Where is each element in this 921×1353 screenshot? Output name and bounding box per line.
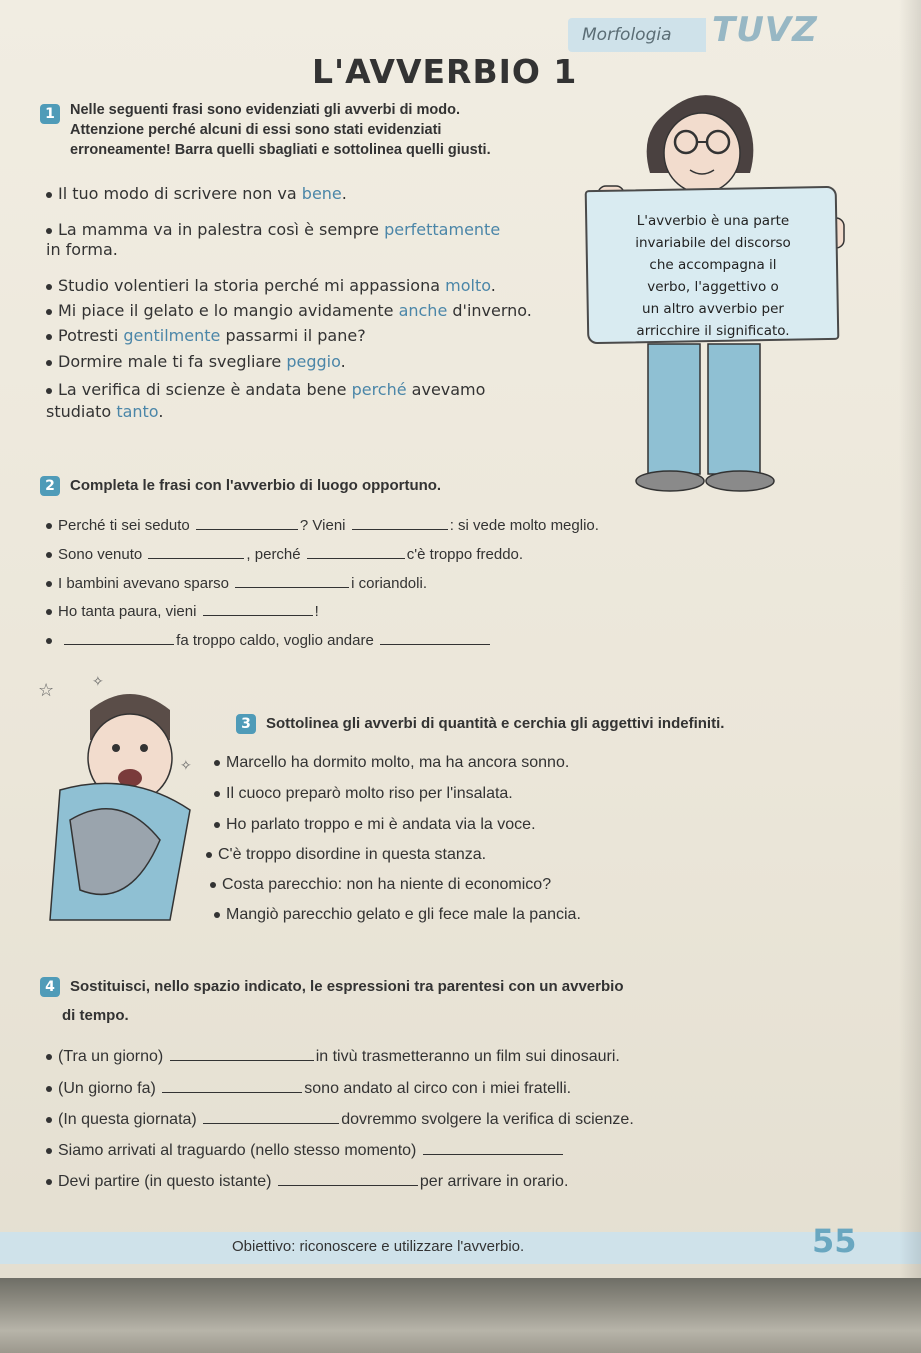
exercise-3-sentence: Il cuoco preparò molto riso per l'insalata. [214,785,513,803]
bullet [46,609,52,615]
section-tag: Morfologia [568,18,706,52]
highlighted-word[interactable]: perfettamente [384,220,501,239]
bullet [46,1086,52,1092]
answer-blank[interactable] [64,631,174,645]
bullet [46,334,52,340]
table-surface [0,1278,921,1353]
exercise-3-sentence: Marcello ha dormito molto, ma ha ancora sonno. [214,754,569,772]
exercise-4-instruction-cont: di tempo. [62,1007,129,1024]
exercise-2-sentence: I bambini avevano sparso i coriandoli. [46,574,427,592]
right-shoe [706,471,774,491]
left-leg [648,344,700,474]
answer-blank[interactable] [203,1110,339,1124]
answer-blank[interactable] [423,1141,563,1155]
exercise-2-sentence: Perché ti sei seduto ? Vieni : si vede molto meglio. [46,516,599,534]
highlighted-word[interactable]: tanto [116,402,159,421]
left-shoe [636,471,704,491]
answer-blank[interactable] [278,1172,418,1186]
exercise-2-sentence: Sono venuto , perché c'è troppo freddo. [46,545,523,563]
answer-blank[interactable] [170,1047,314,1061]
bullet [214,791,220,797]
bullet [46,638,52,644]
answer-blank[interactable] [352,516,448,530]
exercise-3-sentence: Costa parecchio: non ha niente di economico? [210,876,551,894]
exercise-number-badge: 1 [40,104,60,124]
exercise-4-sentence: (Tra un giorno) in tivù trasmetteranno un film sui dinosauri. [46,1047,620,1066]
instruction-line: Nelle seguenti frasi sono evidenziati gli avverbi di modo. [70,102,460,118]
highlighted-word[interactable]: gentilmente [123,326,221,345]
exercise-4-sentence: (In questa giornata) dovremmo svolgere la verifica di scienze. [46,1110,634,1129]
exercise-number-badge: 3 [236,714,256,734]
bullet [214,822,220,828]
learning-objective: Obiettivo: riconoscere e utilizzare l'avverbio. [232,1238,525,1255]
bullet [46,360,52,366]
bullet [46,1148,52,1154]
bullet [46,581,52,587]
instruction-line: erroneamente! Barra quelli sbagliati e sottolinea quelli giusti. [70,142,491,158]
highlighted-word[interactable]: perché [351,380,407,399]
answer-blank[interactable] [307,545,405,559]
bullet [46,192,52,198]
instruction-line: Attenzione perché alcuni di essi sono stati evidenziati [70,122,442,138]
answer-blank[interactable] [203,602,313,616]
bullet [214,912,220,918]
exercise-4-instruction: 4 Sostituisci, nello spazio indicato, le espressioni tra parentesi con un avverbio [40,977,623,997]
book-spine-shadow [899,0,921,1278]
highlighted-word[interactable]: anche [398,301,448,320]
answer-blank[interactable] [162,1079,302,1093]
bullet [46,1054,52,1060]
exercise-1-sentence: Potresti gentilmente passarmi il pane? [46,326,366,345]
bullet [46,388,52,394]
exercise-1-sentence-cont: studiato tanto. [46,402,164,421]
definition-text: L'avverbio è una parte invariabile del discorso che accompagna il verbo, l'aggettivo o un altro avverbio per arricchire il significato. [635,213,791,339]
svg-text:✧: ✧ [180,758,192,774]
page-number: 55 [812,1222,857,1260]
bullet [46,284,52,290]
bullet [46,1117,52,1123]
highlighted-word[interactable]: bene [301,184,342,203]
face-shape [664,113,740,193]
bullet [46,228,52,234]
right-leg [708,344,760,474]
exercise-1-sentence: Mi piace il gelato e lo mangio avidamente anche d'inverno. [46,301,532,320]
answer-blank[interactable] [235,574,349,588]
exercise-number-badge: 2 [40,476,60,496]
bullet [46,1179,52,1185]
exercise-4-sentence: Siamo arrivati al traguardo (nello stesso momento) [46,1141,565,1160]
bullet [46,552,52,558]
exercise-1-sentence: Dormire male ti fa svegliare peggio. [46,352,346,371]
exercise-2-sentence: fa troppo caldo, voglio andare [46,631,492,649]
exercise-1-sentence: Studio volentieri la storia perché mi appassiona molto. [46,276,496,295]
series-logo: TUVZ [712,10,818,50]
exercise-1-sentence-cont: in forma. [46,240,118,259]
highlighted-word[interactable]: molto [445,276,491,295]
bullet [210,882,216,888]
answer-blank[interactable] [380,631,490,645]
bullet [46,309,52,315]
svg-text:✧: ✧ [92,674,104,690]
exercise-1-sentence: Il tuo modo di scrivere non va bene. [46,184,347,203]
bullet [214,760,220,766]
exercise-4-sentence: (Un giorno fa) sono andato al circo con i miei fratelli. [46,1079,571,1098]
exercise-1-sentence: La mamma va in palestra così è sempre perfettamente [46,220,500,239]
bullet [46,523,52,529]
exercise-2-instruction: 2 Completa le frasi con l'avverbio di luogo opportuno. [40,476,441,496]
svg-text:☆: ☆ [38,680,55,701]
exercise-2-sentence: Ho tanta paura, vieni ! [46,602,319,620]
exercise-number-badge: 4 [40,977,60,997]
exercise-4-sentence: Devi partire (in questo istante) per arrivare in orario. [46,1172,568,1191]
bullet [206,852,212,858]
exercise-3-instruction: 3 Sottolinea gli avverbi di quantità e cerchia gli aggettivi indefiniti. [236,714,724,734]
exercise-3-sentence: Mangiò parecchio gelato e gli fece male la pancia. [214,906,581,924]
answer-blank[interactable] [196,516,298,530]
exercise-1-instruction [40,100,640,160]
highlighted-word[interactable]: peggio [286,352,341,371]
exercise-1-sentence: La verifica di scienze è andata bene perché avevamo [46,380,485,399]
answer-blank[interactable] [148,545,244,559]
page-title: L'AVVERBIO 1 [312,52,578,91]
exercise-3-sentence: Ho parlato troppo e mi è andata via la voce. [214,816,536,834]
exercise-3-sentence: C'è troppo disordine in questa stanza. [206,846,486,864]
boy-illustration [20,670,220,930]
